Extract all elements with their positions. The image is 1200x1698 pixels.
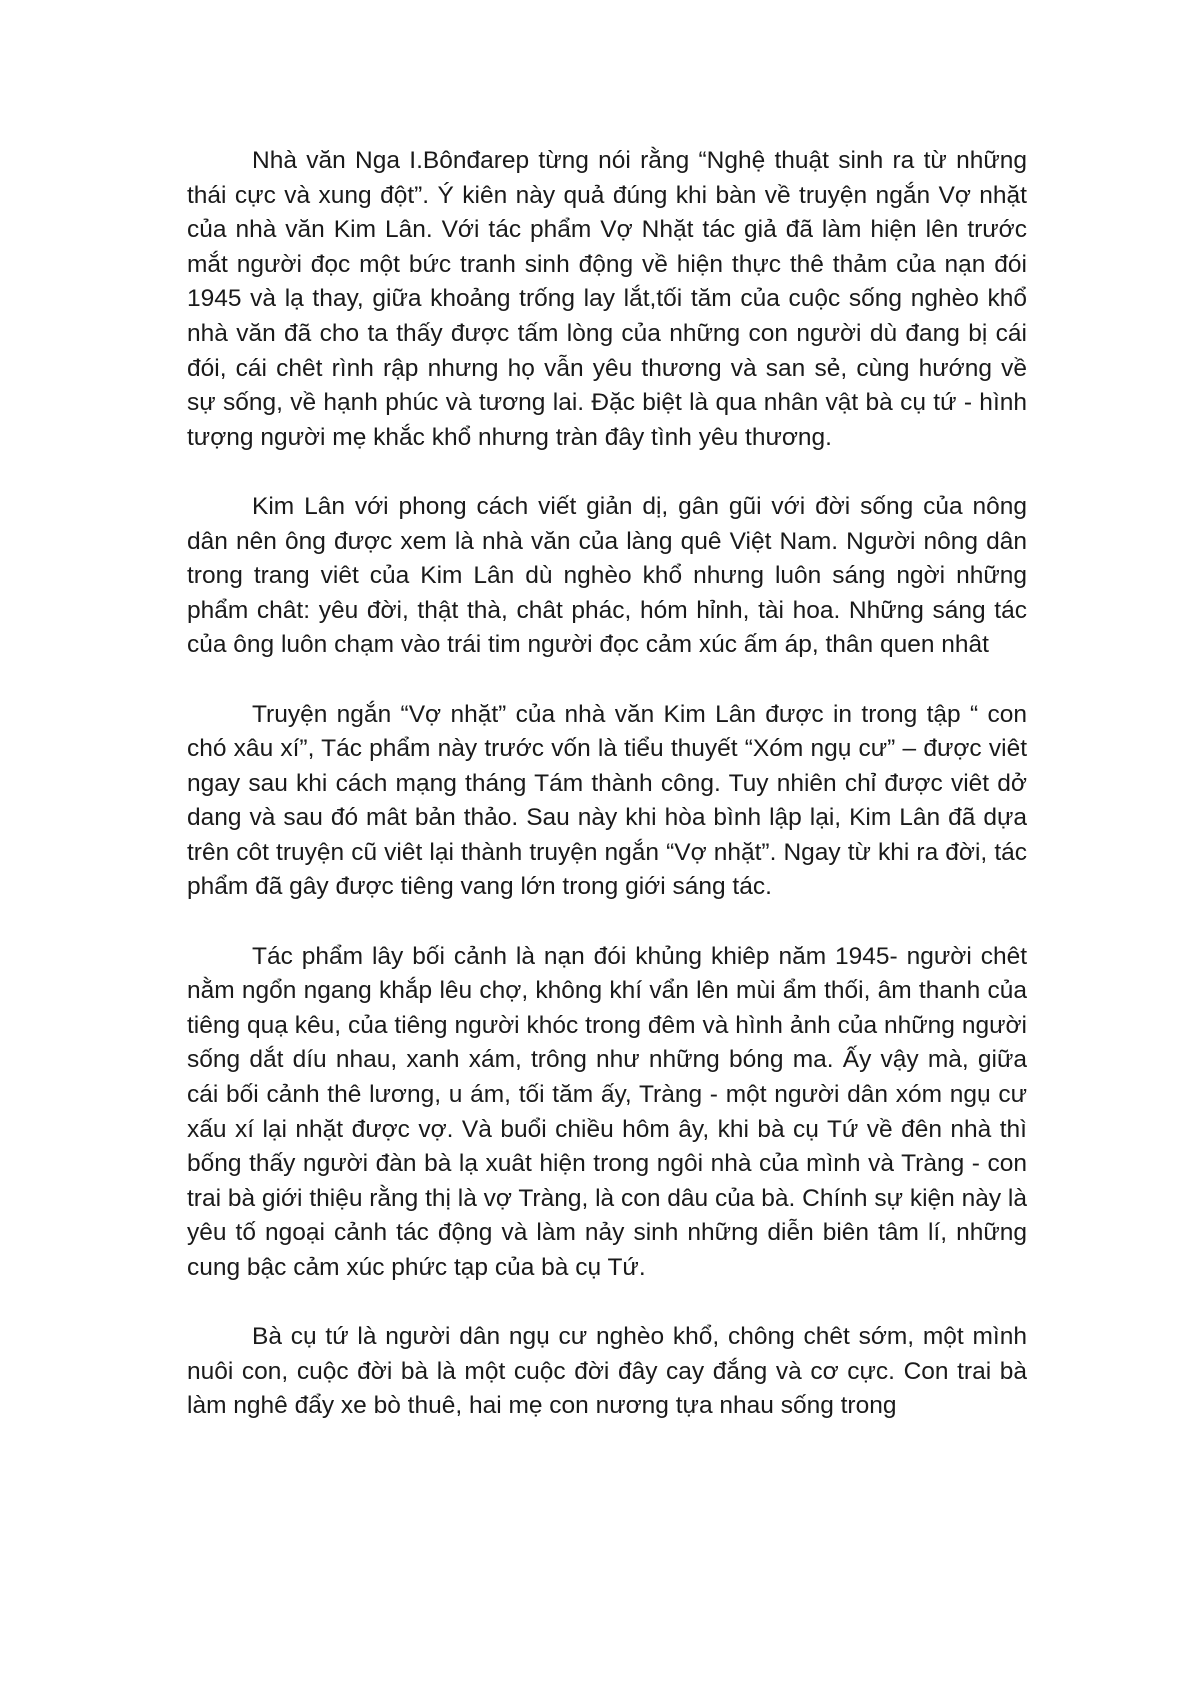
paragraph-2: Kim Lân với phong cách viết giản dị, gân gũi với đời sống của nông dân nên ông được xem là nhà văn của làng quê Việt Nam. Người nông dân trong trang viêt của Kim Lân dù nghèo khổ nhưng luôn sáng ngời những phẩm chât: yêu đời, thật thà, chât phác, hóm hỉnh, tài hoa. Những sáng tác của ông luôn chạm vào trái tim người đọc cảm xúc ấm áp, thân quen nhât: [187, 492, 1027, 659]
paragraph-3: Truyện ngắn “Vợ nhặt” của nhà văn Kim Lân được in trong tập “ con chó xâu xí”, Tác phẩm này trước vốn là tiểu thuyết “Xóm ngụ cư” – được viêt ngay sau khi cách mạng tháng Tám thành công. Tuy nhiên chỉ được viêt dở dang và sau đó mât bản thảo. Sau này khi hòa bình lập lại, Kim Lân đã dựa trên côt truyện cũ viêt lại thành truyện ngắn “Vợ nhặt”. Ngay từ khi ra đời, tác phẩm đã gây được tiêng vang lớn trong giới sáng tác.: [187, 700, 1027, 901]
paragraph-1: Nhà văn Nga I.Bônđarep từng nói rằng “Nghệ thuật sinh ra từ những thái cực và xung đột”. Ý kiên này quả đúng khi bàn về truyện ngắn Vợ nhặt của nhà văn Kim Lân. Với tác phẩm Vợ Nhặt tác giả đã làm hiện lên trước mắt người đọc một bức tranh sinh động về hiện thực thê thảm của nạn đói 1945 và lạ thay, giữa khoảng trống lay lắt,tối tăm của cuộc sống nghèo khổ nhà văn đã cho ta thấy được tấm lòng của những con người dù đang bị cái đói, cái chêt rình rập nhưng họ vẫn yêu thương và san sẻ, cùng hướng về sự sống, về hạnh phúc và tương lai. Đặc biệt là qua nhân vật bà cụ tứ - hình tượng người mẹ khắc khổ nhưng tràn đây tình yêu thương.: [187, 147, 1027, 451]
paragraph-5: Bà cụ tứ là người dân ngụ cư nghèo khổ, chông chêt sớm, một mình nuôi con, cuộc đời bà là một cuộc đời đây cay đắng và cơ cực. Con trai bà làm nghê đẩy xe bò thuê, hai mẹ con nương tựa nhau sống trong: [187, 1323, 1027, 1420]
paragraph-4: Tác phẩm lây bối cảnh là nạn đói khủng khiêp năm 1945- người chêt nằm ngổn ngang khắp lêu chợ, không khí vẩn lên mùi ẩm thối, âm thanh của tiêng quạ kêu, của tiêng người khóc trong đêm và hình ảnh của những người sống dắt díu nhau, xanh xám, trông như những bóng ma. Ấy vậy mà, giữa cái bối cảnh thê lương, u ám, tối tăm ấy, Tràng - một người dân xóm ngụ cư xấu xí lại nhặt được vợ. Và buổi chiều hôm ây, khi bà cụ Tứ về đên nhà thì bống thấy người đàn bà lạ xuât hiện trong ngôi nhà của mình và Tràng - con trai bà giới thiệu rằng thị là vợ Tràng, là con dâu của bà. Chính sự kiện này là yêu tố ngoại cảnh tác động và làm nảy sinh những diễn biên tâm lí, những cung bậc cảm xúc phức tạp của bà cụ Tứ.: [187, 942, 1027, 1281]
document-body: [187, 144, 1027, 1424]
